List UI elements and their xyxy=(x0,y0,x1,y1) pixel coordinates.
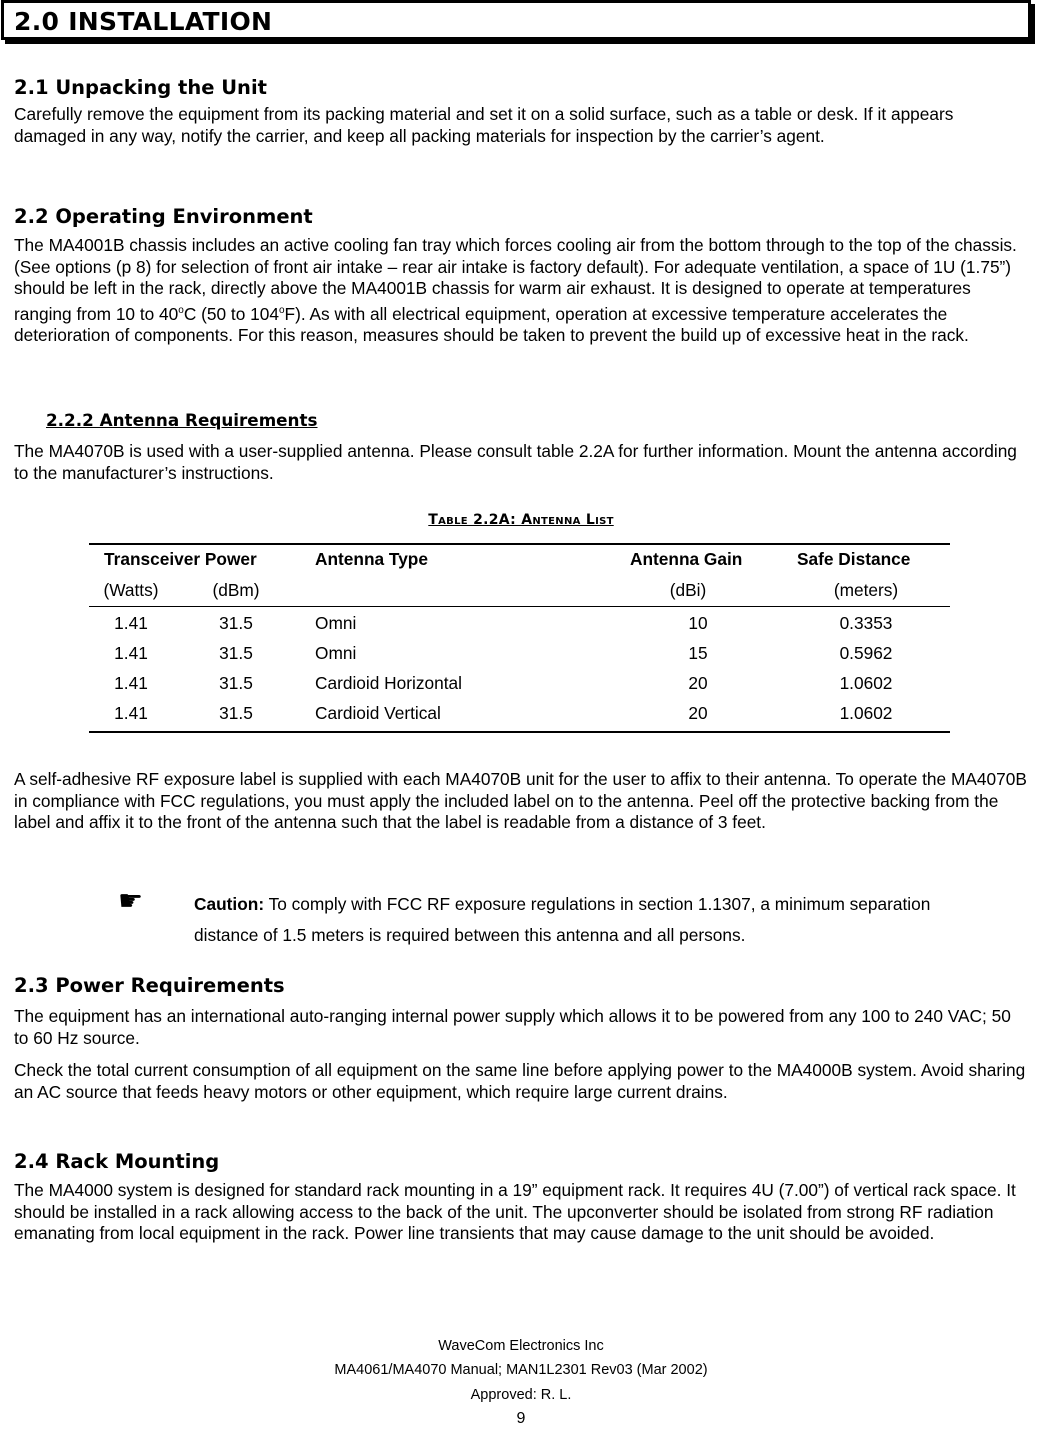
cell-watts: 1.41 xyxy=(114,643,148,663)
subsection-heading-antenna: 2.2.2 Antenna Requirements xyxy=(46,410,318,430)
cell-antenna-type: Cardioid Horizontal xyxy=(315,673,462,693)
environment-text-3: F). As with all electrical equipment, operation at excessive temperature accelerates the deterioration of components. For this reason, measures should be taken to prevent the build up of excessive heat in the rack. xyxy=(14,303,969,345)
cell-dbm: 31.5 xyxy=(219,613,253,633)
table-header-antenna-type: Antenna Type xyxy=(315,549,428,569)
cell-watts: 1.41 xyxy=(114,703,148,723)
cell-antenna-type: Cardioid Vertical xyxy=(315,703,441,723)
paragraph-rf-label: A self-adhesive RF exposure label is supplied with each MA4070B unit for the user to affix to their antenna. To operate the MA4070B in compliance with FCC regulations, you must apply the included label on to the antenna. Peel off the protective backing from the label and affix it to the front of the antenna such that the label is readable from a distance of 3 feet. xyxy=(14,769,1027,832)
cell-safe-distance: 0.5962 xyxy=(839,643,893,663)
pointing-hand-icon: ☛ xyxy=(118,885,144,916)
cell-safe-distance: 1.0602 xyxy=(839,703,893,723)
environment-text-2: C (50 to 104 xyxy=(183,303,279,324)
caution-text: To comply with FCC RF exposure regulations in section 1.1307, a minimum separation distance of 1.5 meters is required between this antenna and all persons. xyxy=(194,894,931,945)
section-heading-environment: 2.2 Operating Environment xyxy=(14,205,313,228)
cell-watts: 1.41 xyxy=(114,673,148,693)
cell-gain: 20 xyxy=(688,703,708,723)
cell-dbm: 31.5 xyxy=(219,673,253,693)
table-header-power: Transceiver Power xyxy=(104,549,257,569)
paragraph-rack: The MA4000 system is designed for standard rack mounting in a 19” equipment rack. It requires 4U (7.00”) of vertical rack space. It should be installed in a rack allowing access to the back of the unit. The upconverter should be isolated from strong RF radiation emanating from local equipment in the rack. Power line transients that may cause damage to the unit should be avoided. xyxy=(14,1180,1016,1243)
table-caption: Table 2.2A: Antenna List xyxy=(428,512,614,528)
caution-label: Caution: xyxy=(194,894,265,914)
table-header-rule xyxy=(89,606,950,607)
cell-gain: 20 xyxy=(688,673,708,693)
table-unit-meters: (meters) xyxy=(833,580,899,600)
footer-approved: Approved: R. L. xyxy=(470,1387,572,1403)
chapter-title-box xyxy=(1,0,1031,40)
table-bottom-rule xyxy=(89,731,950,733)
cell-antenna-type: Omni xyxy=(315,613,357,633)
paragraph-environment xyxy=(14,235,1029,346)
cell-watts: 1.41 xyxy=(114,613,148,633)
table-header-safe-distance: Safe Distance xyxy=(797,549,911,569)
degree-mark: o xyxy=(178,304,184,316)
paragraph-unpacking: Carefully remove the equipment from its packing material and set it on a solid surface, such as a table or desk. If it appears damaged in any way, notify the carrier, and keep all packing materials for inspection by the carrier’s agent. xyxy=(14,104,954,146)
section-heading-power: 2.3 Power Requirements xyxy=(14,974,285,997)
cell-safe-distance: 1.0602 xyxy=(839,673,893,693)
table-unit-dbm: (dBm) xyxy=(212,580,260,600)
section-heading-rack: 2.4 Rack Mounting xyxy=(14,1150,220,1173)
section-heading-unpacking: 2.1 Unpacking the Unit xyxy=(14,76,267,99)
caution-note xyxy=(194,889,994,951)
table-header-gain: Antenna Gain xyxy=(630,549,743,569)
cell-gain: 15 xyxy=(688,643,708,663)
chapter-title: 2.0 INSTALLATION xyxy=(14,7,273,36)
table-unit-dbi: (dBi) xyxy=(669,580,707,600)
footer-company: WaveCom Electronics Inc xyxy=(438,1338,604,1354)
cell-dbm: 31.5 xyxy=(219,643,253,663)
paragraph-antenna: The MA4070B is used with a user-supplied antenna. Please consult table 2.2A for further information. Mount the antenna according to the manufacturer’s instructions. xyxy=(14,441,1017,483)
cell-antenna-type: Omni xyxy=(315,643,357,663)
degree-mark: o xyxy=(278,304,285,316)
environment-text-1: The MA4001B chassis includes an active cooling fan tray which forces cooling air from the bottom through to the top of the chassis. (See options (p 8) for selection of front air intake – rear air intake is factory default). For adequate ventilation, a space of 1U (1.75”) should be left in the rack, directly above the MA4001B chassis for warm air exhaust. It is designed to operate at temperatures ranging from 10 to 40 xyxy=(14,235,1017,324)
table-unit-watts: (Watts) xyxy=(103,580,159,600)
cell-gain: 10 xyxy=(688,613,708,633)
footer-manual: MA4061/MA4070 Manual; MAN1L2301 Rev03 (Mar 2002) xyxy=(334,1362,708,1378)
table-top-rule xyxy=(89,543,950,545)
cell-safe-distance: 0.3353 xyxy=(839,613,893,633)
page-number: 9 xyxy=(516,1410,526,1427)
paragraph-power-2: Check the total current consumption of all equipment on the same line before applying power to the MA4000B system. Avoid sharing an AC source that feeds heavy motors or other equipment, which require large current drains. xyxy=(14,1060,1026,1102)
paragraph-power-1: The equipment has an international auto-ranging internal power supply which allows it to be powered from any 100 to 240 VAC; 50 to 60 Hz source. xyxy=(14,1006,1011,1048)
cell-dbm: 31.5 xyxy=(219,703,253,723)
